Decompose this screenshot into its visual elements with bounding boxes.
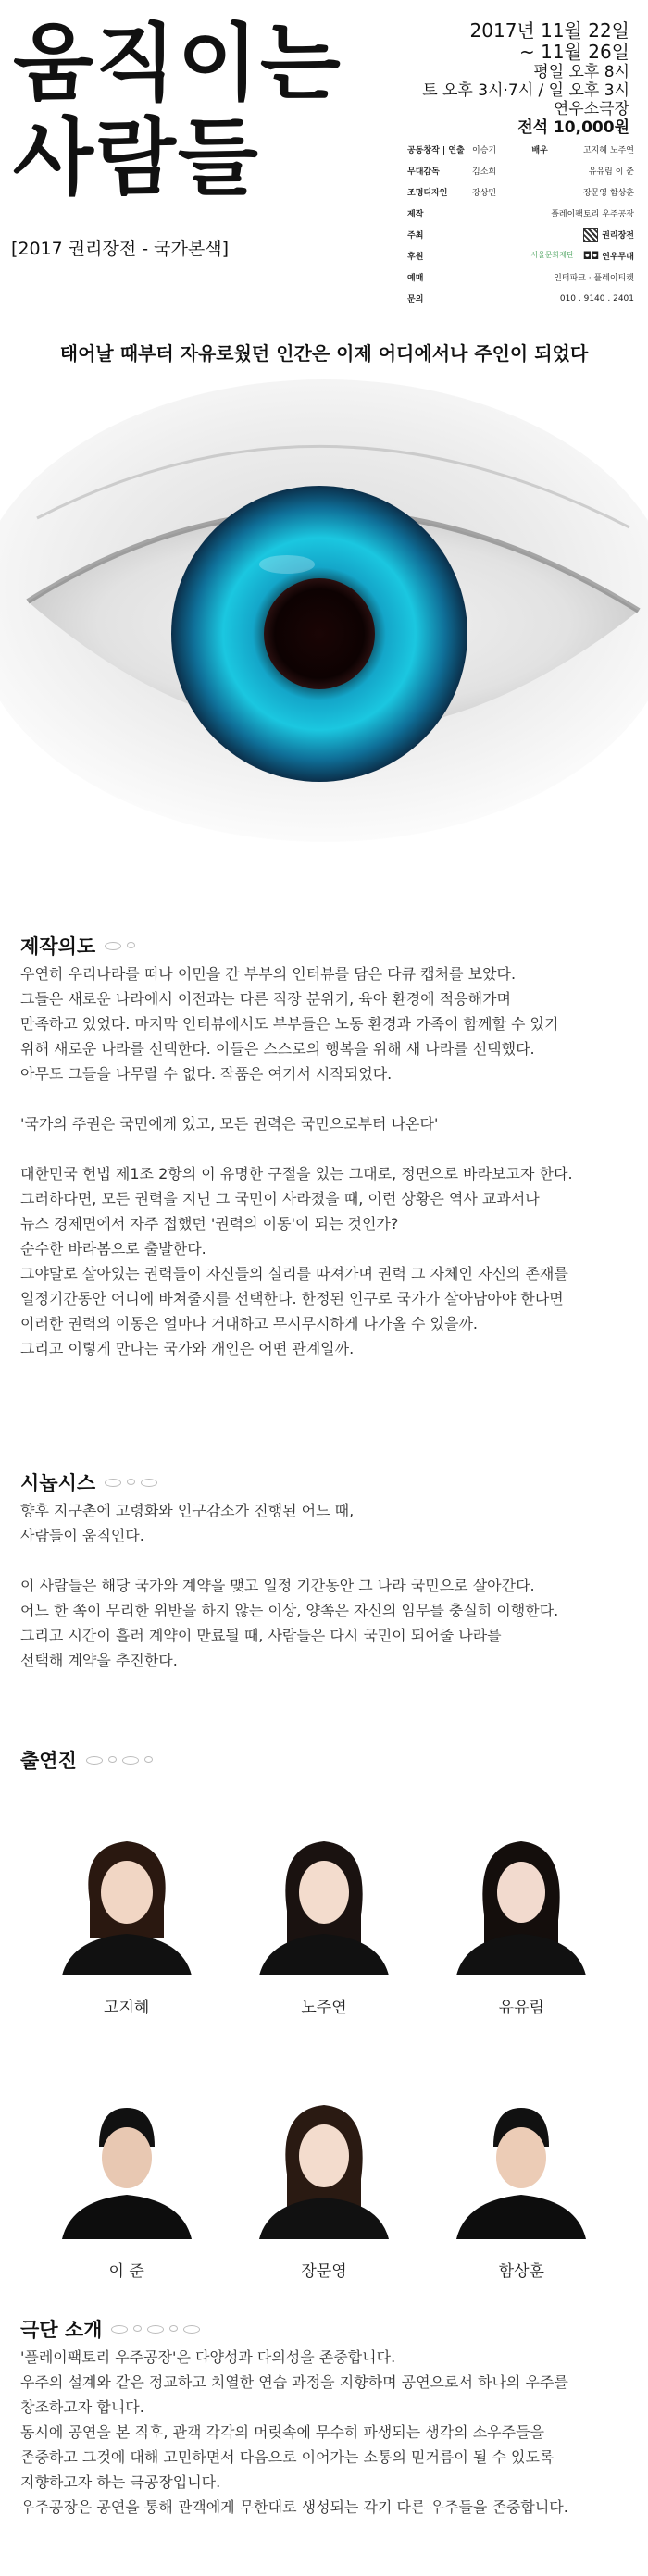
footprints-icon [111,2325,200,2334]
eye-illustration [0,379,648,898]
poster-header [0,0,648,315]
credit-row [407,224,634,245]
credit-value [472,186,634,198]
intent-body [20,961,631,1361]
actor-portrait [259,1827,389,1975]
price: 전석 10,000원 [517,118,629,137]
text-line: 향후 지구촌에 고령화와 인구감소가 진행된 어느 때, [20,1502,355,1519]
text-line: 선택해 계약을 추진한다. [20,1652,178,1669]
text-line: 아무도 그들을 나무랄 수 없다. 작품은 여기서 시작되었다. [20,1065,393,1083]
footprint-icon [127,942,135,948]
intent-section [20,930,631,1361]
footprint-icon [111,2325,128,2334]
footprint-icon [183,2325,200,2334]
credit-label: 무대감독 [407,167,440,177]
date-end: ~ 11월 26일 [518,41,629,63]
credit-value [472,271,634,283]
sponsor-logo-yeonwoo [583,250,634,262]
intent-title: 제작의도 [20,935,96,958]
date-start: 2017년 11월 22일 [469,19,629,42]
cast-name: 고지혜 [104,1999,150,2017]
sponsor-logo-seoul: 서울문화재단 [530,251,574,259]
cast-section-header [20,1744,631,1776]
text-line: 창조하고자 합니다. [20,2398,144,2416]
cast-member [48,2091,206,2281]
footprint-icon [169,2325,178,2332]
credit-value [472,207,634,219]
cast-name: 함상훈 [498,2262,544,2281]
spacer [20,1548,631,1573]
company-title: 극단 소개 [20,2319,103,2341]
synopsis-title: 시놉시스 [20,1472,96,1494]
text-line: 이 사람들은 해당 국가와 계약을 맺고 일정 기간동안 그 나라 국민으로 살아간다. [20,1577,535,1594]
text-line: '플레이팩토리 우주공장'은 다양성과 다의성을 존중합니다. [20,2348,396,2366]
actor-portrait [456,2091,586,2239]
text-line: 일정기간동안 어디에 바쳐줄지를 선택한다. 한정된 인구로 국가가 살아남아야 한다면 [20,1290,564,1307]
footprint-icon [133,2325,142,2332]
time-weekend: 토 오후 3시·7시 / 일 오후 3시 [422,81,629,100]
spacer [20,1086,631,1111]
cast-row [0,2091,648,2281]
credit-row [407,245,634,266]
credit-label: 제작 [407,210,424,219]
text-line: 사람들이 움직인다. [20,1527,144,1544]
yeonwoo-logo-icon: ◘◘ [582,250,599,262]
credit-row [407,288,634,309]
spacer [20,1136,631,1161]
footprint-icon [108,1756,117,1763]
text-line: 위해 새로운 나라를 선택한다. 이들은 스스로의 행복을 위해 새 나라를 선택했다. [20,1040,535,1058]
credit-value [472,294,634,303]
credit-row [407,139,634,160]
credit-label: 조명디자인 [407,189,448,198]
footprint-icon [122,1756,139,1765]
cast-name: 장문영 [301,2262,347,2281]
director-name: 이승기 [472,146,497,155]
cast-member [442,1827,600,2017]
credit-label: 문의 [407,295,424,304]
footprints-icon [105,1479,157,1487]
text-line: 어느 한 쪽이 무리한 위반을 하지 않는 이상, 양쪽은 자신의 임무를 충실히 이행한다. [20,1602,559,1619]
credit-label: 주최 [407,231,424,241]
actor-portrait [62,2091,192,2239]
text-line: 이러한 권력의 이동은 얼마나 거대하고 무시무시하게 다가올 수 있을까. [20,1315,478,1332]
credits-table [407,139,634,309]
cast-name: 유유림 [498,1999,544,2017]
contact-number: 010 . 9140 . 2401 [559,293,634,303]
credit-row [407,203,634,224]
credit-value [472,250,634,262]
credit-label: 후원 [407,253,424,262]
actors-line3: 장문영 함상훈 [582,189,634,198]
host-logo [583,228,634,242]
text-line: 그들은 새로운 나라에서 이전과는 다른 직장 분위기, 육아 환경에 적응해가며 [20,990,511,1008]
footprint-icon [127,1479,135,1485]
text-line: 그러하다면, 모든 권력을 지닌 그 국민이 사라졌을 때, 이런 상황은 역사 교과서나 [20,1190,540,1208]
play-title-line2: 사람들 [13,109,260,206]
time-weekday: 평일 오후 8시 [533,63,629,81]
cast-member [245,1827,403,2017]
intent-header [20,930,631,961]
footprint-icon [144,1756,153,1763]
sponsor-name: 연우무대 [602,253,634,262]
venue: 연우소극장 [553,100,629,118]
actor-portrait [62,1827,192,1975]
cast-header [20,1744,631,1776]
company-section [20,2313,631,2520]
company-body [20,2345,631,2520]
text-line: 우주공장은 공연을 통해 관객에게 무한대로 생성되는 각기 다른 우주들을 존중합니다. [20,2498,568,2516]
text-line: 지향하고자 하는 극공장입니다. [20,2473,221,2491]
text-line: 대한민국 헌법 제1조 2항의 이 유명한 구절을 있는 그대로, 정면으로 바라보고자 한다. [20,1165,573,1183]
cast-title: 출연진 [20,1750,77,1772]
credit-label: 예매 [407,274,424,283]
play-title-line1: 움직이는 [13,15,343,112]
footprint-icon [141,1479,157,1487]
text-line: 우연히 우리나라를 떠나 이민을 간 부부의 인터뷰를 담은 다큐 캡처를 보았다. [20,965,517,983]
host-name: 권리장전 [602,231,634,241]
play-subtitle: [2017 권리장전 - 국가본색] [11,239,229,259]
footprint-icon [105,1479,121,1487]
ticket-vendors: 인터파크 · 플레이티켓 [554,274,634,283]
cast-member [48,1827,206,2017]
credit-value [472,165,634,177]
cast-name: 이 준 [108,2262,144,2281]
text-line: 뉴스 경제면에서 자주 접했던 '권력의 이동'이 되는 것인가? [20,1215,399,1232]
cast-row [0,1827,648,2017]
stage-manager-name: 김소희 [472,167,497,177]
credit-row [407,266,634,288]
eye-image [0,379,648,898]
cast-member [442,2091,600,2281]
footprint-icon [105,942,121,950]
text-line: 만족하고 있었다. 마지막 인터뷰에서도 부부들은 노동 환경과 가족이 함께할 수 있기 [20,1015,559,1033]
actors-line1: 고지혜 노주연 [582,146,634,155]
pupil [264,578,375,689]
footprint-icon [86,1756,103,1765]
tagline: 태어날 때부터 자유로웠던 인간은 이제 어디에서나 주인이 되었다 [59,342,589,365]
cast-member [245,2091,403,2281]
eye-highlight [259,555,315,574]
text-line: 동시에 공연을 본 직후, 관객 각각의 머릿속에 무수히 파생되는 생각의 소우주들을 [20,2423,544,2441]
credit-value [472,143,634,155]
host-logo-icon [583,228,598,242]
actor-portrait [456,1827,586,1975]
credit-value [472,228,634,242]
credit-label: 공동창작 | 연출 [407,146,465,155]
text-line: 순수한 바라봄으로 출발한다. [20,1240,206,1257]
light-designer-name: 강상민 [472,189,497,198]
constitution-quote: '국가의 주권은 국민에게 있고, 모든 권력은 국민으로부터 나온다' [20,1115,439,1133]
schedule-block [422,20,629,137]
footprint-icon [147,2325,164,2334]
cast-grid [0,1827,648,2281]
credit-row [407,160,634,181]
actor-portrait [259,2091,389,2239]
company-header [20,2313,631,2345]
producer-name: 플레이팩토리 우주공장 [551,210,634,219]
footprints-icon [105,942,135,950]
synopsis-header [20,1467,631,1498]
text-line: 그야말로 살아있는 권력들이 자신들의 실리를 따져가며 권력 그 자체인 자신의 존재를 [20,1265,568,1282]
synopsis-section [20,1467,631,1673]
credit-row [407,181,634,203]
play-title [13,17,343,205]
text-line: 그리고 이렇게 만나는 국가와 개인은 어떤 관계일까. [20,1340,355,1357]
footprints-icon [86,1756,153,1765]
actors-label: 배우 [531,146,548,155]
text-line: 우주의 설계와 같은 정교하고 치열한 연습 과정을 지향하며 공연으로서 하나의 우주를 [20,2373,568,2391]
cast-name: 노주연 [301,1999,347,2017]
text-line: 존중하고 그것에 대해 고민하면서 다음으로 이어가는 소통의 믿거름이 될 수 있도록 [20,2448,555,2466]
text-line: 그리고 시간이 흘러 계약이 만료될 때, 사람들은 다시 국민이 되어줄 나라를 [20,1627,502,1644]
synopsis-body [20,1498,631,1673]
actors-line2: 유유림 이 준 [588,167,634,177]
